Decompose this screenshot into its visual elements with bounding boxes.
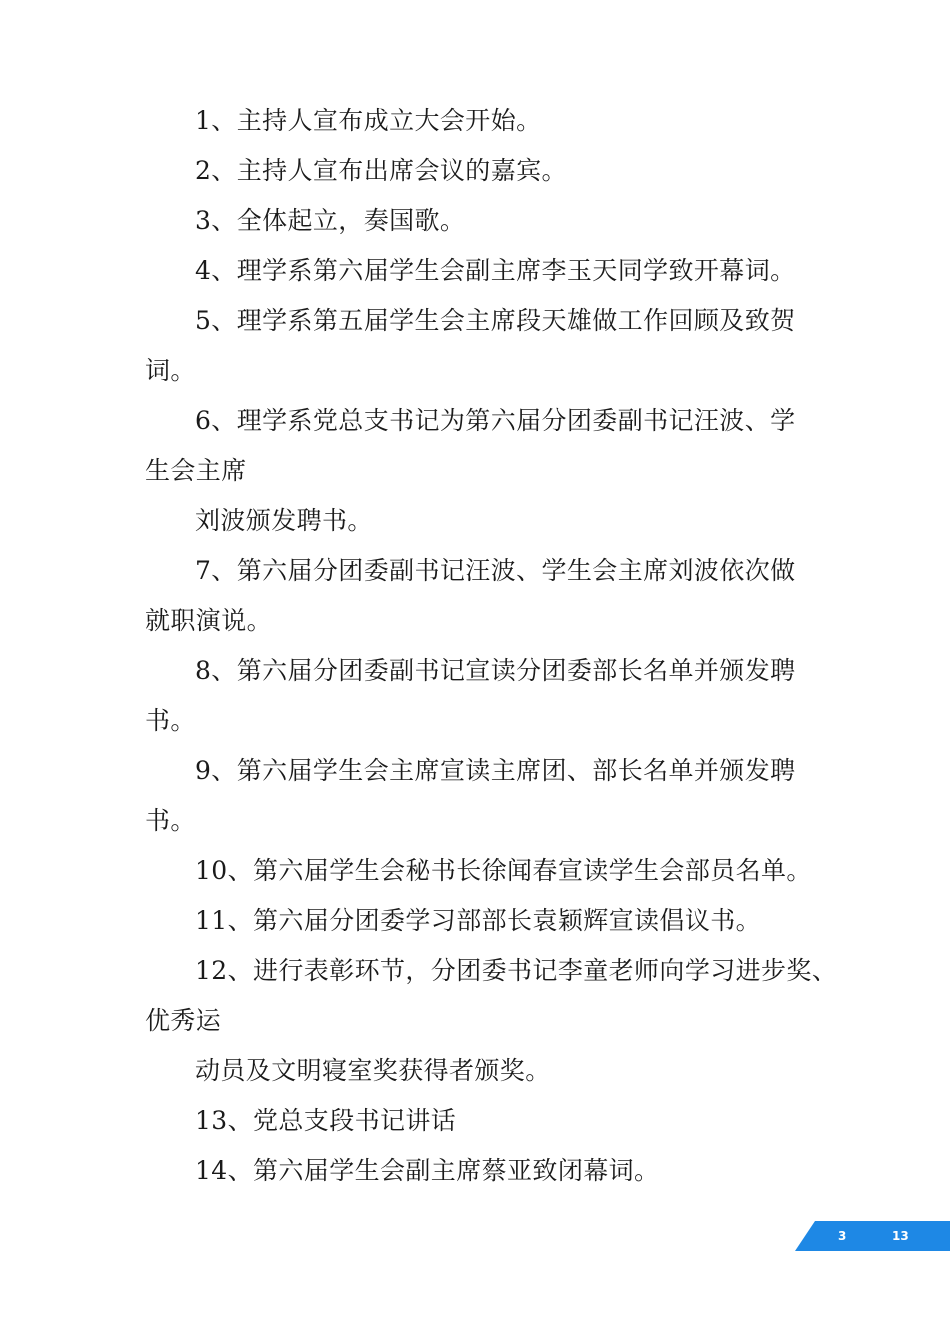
text-line: 13、党总支段书记讲话	[195, 1106, 457, 1135]
text-line: 12、进行表彰环节，分团委书记李童老师向学习进步奖、	[195, 956, 838, 985]
text-line: 11、第六届分团委学习部部长袁颖辉宣读倡议书。	[195, 906, 762, 935]
agenda-text	[145, 96, 838, 1196]
text-line: 书。	[145, 806, 196, 835]
text-line: 优秀运	[145, 1006, 222, 1035]
text-line: 生会主席	[145, 456, 247, 485]
page-footer-band	[795, 1221, 950, 1251]
text-line: 刘波颁发聘书。	[195, 506, 373, 535]
text-line: 词。	[145, 356, 196, 385]
text-line: 14、第六届学生会副主席蔡亚致闭幕词。	[195, 1156, 660, 1185]
text-line: 7、第六届分团委副书记汪波、学生会主席刘波依次做	[195, 556, 796, 585]
text-line: 3、全体起立，奏国歌。	[195, 206, 466, 235]
text-line: 2、主持人宣布出席会议的嘉宾。	[195, 156, 567, 185]
text-line: 9、第六届学生会主席宣读主席团、部长名单并颁发聘	[195, 756, 796, 785]
text-line: 5、理学系第五届学生会主席段天雄做工作回顾及致贺	[195, 306, 796, 335]
text-line: 8、第六届分团委副书记宣读分团委部长名单并颁发聘	[195, 656, 796, 685]
text-line: 就职演说。	[145, 606, 273, 635]
text-line: 10、第六届学生会秘书长徐闻春宣读学生会部员名单。	[195, 856, 812, 885]
total-pages-number: 13	[892, 1229, 909, 1243]
text-line: 4、理学系第六届学生会副主席李玉天同学致开幕词。	[195, 256, 796, 285]
text-line: 书。	[145, 706, 196, 735]
text-line: 动员及文明寝室奖获得者颁奖。	[195, 1056, 551, 1085]
text-line: 6、理学系党总支书记为第六届分团委副书记汪波、学	[195, 406, 796, 435]
current-page-number: 3	[838, 1229, 847, 1243]
text-line: 1、主持人宣布成立大会开始。	[195, 106, 542, 135]
